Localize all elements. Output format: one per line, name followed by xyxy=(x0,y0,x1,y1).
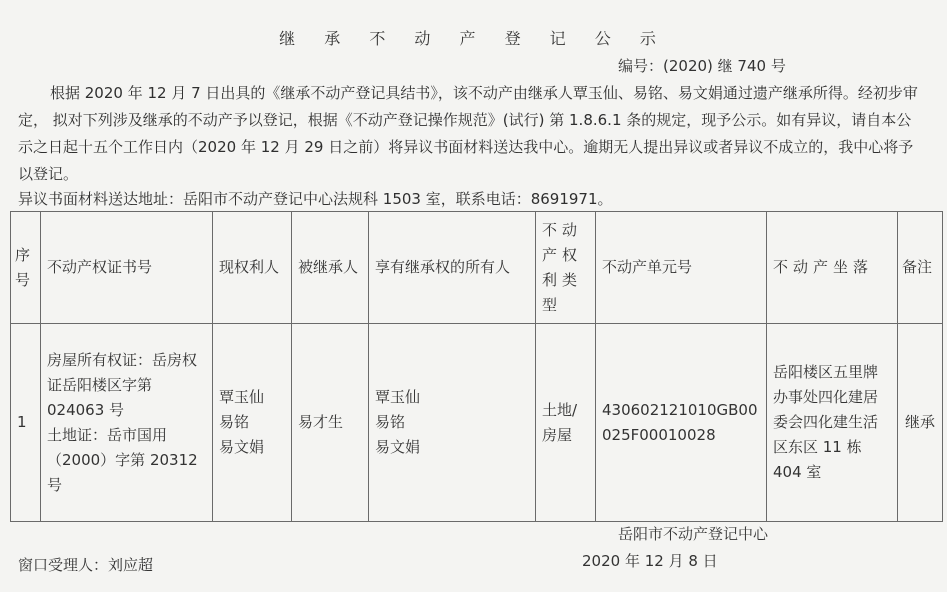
header-remark: 备注 xyxy=(898,212,943,324)
document-number: 编号：(2020) 继 740 号 xyxy=(618,57,786,75)
header-unit-no: 不动产单元号 xyxy=(596,212,767,324)
header-owner: 现权利人 xyxy=(213,212,292,324)
issuing-organization: 岳阳市不动产登记中心 xyxy=(618,525,769,543)
property-table xyxy=(10,211,943,522)
table-row xyxy=(11,324,943,522)
issue-date: 2020 年 12 月 8 日 xyxy=(582,552,718,570)
header-deceased: 被继承人 xyxy=(292,212,369,324)
cell-remark: 继承 xyxy=(898,324,943,522)
cell-owner: 覃玉仙 易铭 易文娟 xyxy=(213,324,292,522)
header-heirs: 享有继承权的所有人 xyxy=(369,212,536,324)
window-clerk: 窗口受理人：刘应超 xyxy=(18,556,154,574)
table-header-row xyxy=(11,212,943,324)
notice-body: 根据 2020 年 12 月 7 日出具的《继承不动产登记具结书》，该不动产由继承人覃玉仙、易铭、易文娟通过遗产继承所得。经初步审定， 拟对下列涉及继承的不动产予以登记，根据《不动产登记操作规范》(试行) 第 1.8.6.1 条的规定，现予公示。如有异议，请自本公示之日起十五个工作日内（2020 年 12 月 29 日之前）将异议书面材料送达我中心。逾期无人提出异议或者异议不成立的，我中心将予以登记。 xyxy=(18,84,918,183)
cell-unit-no: 430602121010GB00025F00010028 xyxy=(596,324,767,522)
cell-location: 岳阳楼区五里牌办事处四化建居委会四化建生活区东区 11 栋 404 室 xyxy=(767,324,898,522)
cell-right-type: 土地/房屋 xyxy=(536,324,596,522)
cell-cert: 房屋所有权证：岳房权证岳阳楼区字第 024063 号 土地证：岳市国用（2000）字第 20312 号 xyxy=(41,324,213,522)
header-cert: 不动产权证书号 xyxy=(41,212,213,324)
header-right-type: 不动产权利类型 xyxy=(536,212,596,324)
cell-deceased: 易才生 xyxy=(292,324,369,522)
header-seq: 序号 xyxy=(11,212,41,324)
notice-title: 继 承 不 动 产 登 记 公 示 xyxy=(279,29,668,48)
header-location: 不动产坐落 xyxy=(767,212,898,324)
objection-address: 异议书面材料送达地址：岳阳市不动产登记中心法规科 1503 室，联系电话：8691971。 xyxy=(18,190,613,208)
cell-seq: 1 xyxy=(11,324,41,522)
cell-heirs: 覃玉仙 易铭 易文娟 xyxy=(369,324,536,522)
